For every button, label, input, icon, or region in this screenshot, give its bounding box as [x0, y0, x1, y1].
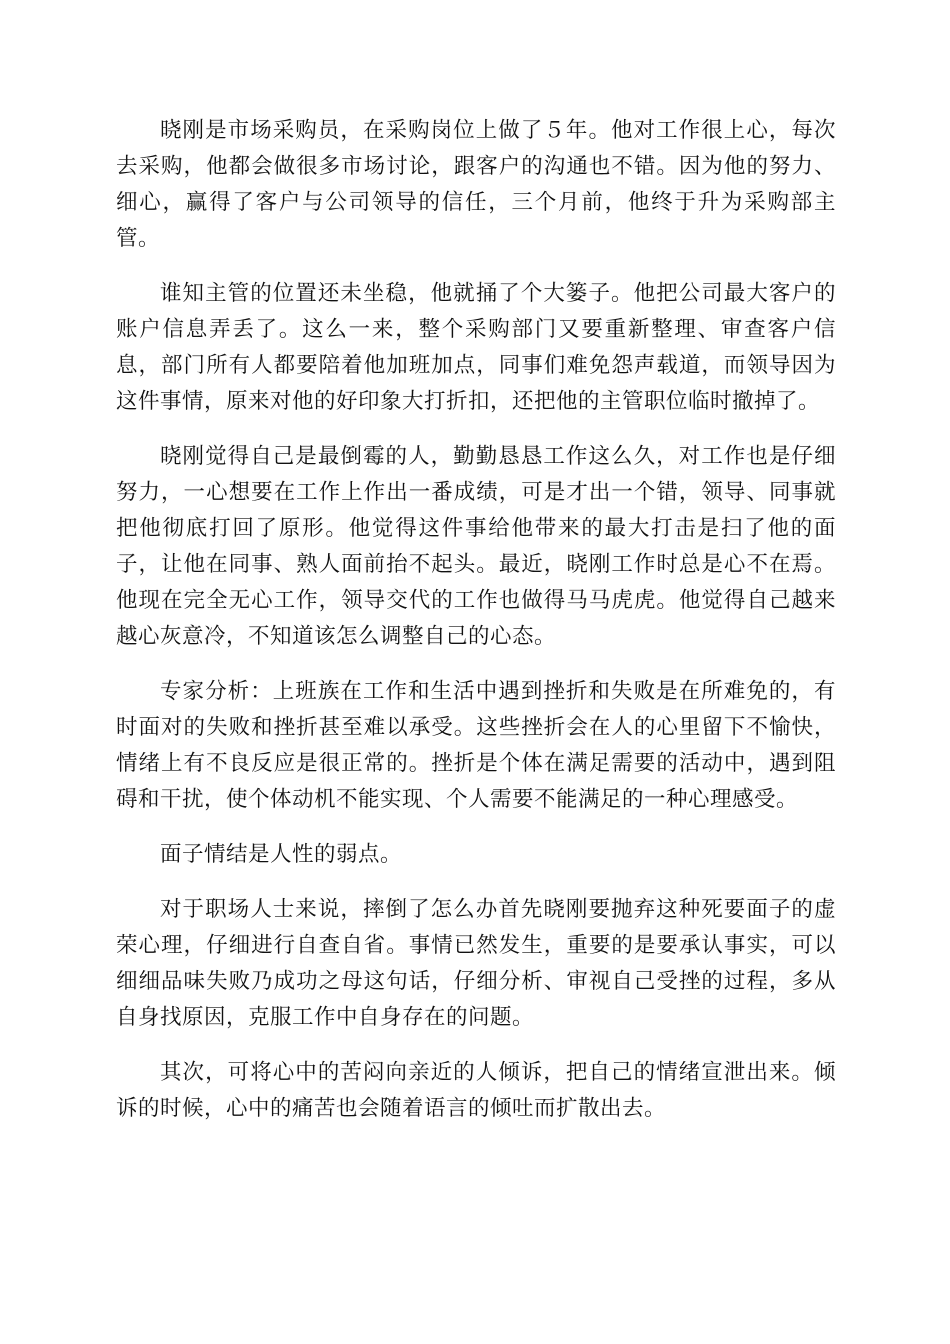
paragraph-6: 对于职场人士来说，摔倒了怎么办首先晓刚要抛弃这种死要面子的虚荣心理，仔细进行自查自省。事情已然发生，重要的是要承认事实，可以细细品味失败乃成功之母这句话，仔细分析、审视自己受挫的过程，多从自身找原因，克服工作中自身存在的问题。: [116, 897, 836, 1030]
paragraph-2: 谁知主管的位置还未坐稳，他就捅了个大篓子。他把公司最大客户的账户信息弄丢了。这么一来，整个采购部门又要重新整理、审查客户信息，部门所有人都要陪着他加班加点，同事们难免怨声载道，而领导因为这件事情，原来对他的好印象大打折扣，还把他的主管职位临时撤掉了。: [116, 281, 836, 414]
paragraph-1: 晓刚是市场采购员，在采购岗位上做了５年。他对工作很上心，每次去采购，他都会做很多市场讨论，跟客户的沟通也不错。因为他的努力、细心，赢得了客户与公司领导的信任，三个月前，他终于升为采购部主管。: [116, 118, 836, 251]
document-body: [116, 113, 836, 1146]
paragraph-3: 晓刚觉得自己是最倒霉的人，勤勤恳恳工作这么久，对工作也是仔细努力，一心想要在工作上作出一番成绩，可是才出一个错，领导、同事就把他彻底打回了原形。他觉得这件事给他带来的最大打击是扫了他的面子，让他在同事、熟人面前抬不起头。最近，晓刚工作时总是心不在焉。他现在完全无心工作，领导交代的工作也做得马马虎虎。他觉得自己越来越心灰意冷，不知道该怎么调整自己的心态。: [116, 444, 836, 649]
paragraph-7: 其次，可将心中的苦闷向亲近的人倾诉，把自己的情绪宣泄出来。倾诉的时候，心中的痛苦也会随着语言的倾吐而扩散出去。: [116, 1060, 836, 1121]
paragraph-5: 面子情结是人性的弱点。: [160, 842, 403, 867]
paragraph-4: 专家分析：上班族在工作和生活中遇到挫折和失败是在所难免的，有时面对的失败和挫折甚至难以承受。这些挫折会在人的心里留下不愉快，情绪上有不良反应是很正常的。挫折是个体在满足需要的活动中，遇到阻碍和干扰，使个体动机不能实现、个人需要不能满足的一种心理感受。: [116, 679, 836, 812]
